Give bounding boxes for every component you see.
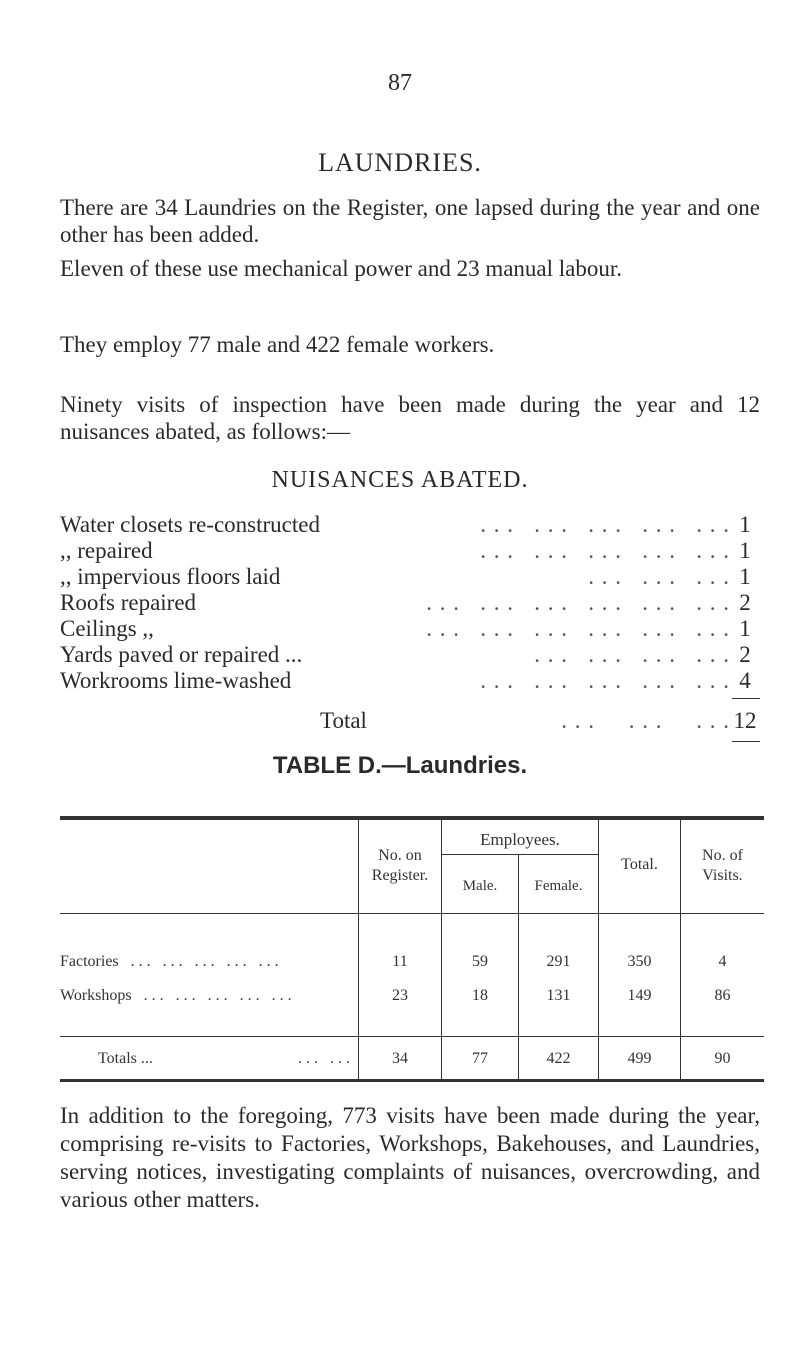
paragraph-workers: They employ 77 male and 422 female workers. [60, 332, 495, 357]
nuisance-row [60, 616, 760, 642]
dot-leader: . . . . . . . . . [588, 564, 730, 589]
nuisance-value: 4 [739, 668, 751, 693]
cell-female: 131 [546, 987, 571, 1004]
dot-leader: . . . . . . . . . [561, 708, 730, 733]
nuisance-label: Yards paved or repaired ... [60, 642, 308, 668]
dot-leader: . . . . . . . . . . . . . . . . . . [426, 616, 730, 641]
table-rule-bottom [60, 1079, 764, 1082]
nuisance-label: ,, impervious floors laid [60, 564, 286, 590]
total-rule-bottom [732, 741, 760, 742]
nuisance-label: ,, repaired [60, 538, 159, 564]
nuisance-row [60, 590, 760, 616]
row-label [60, 987, 350, 1005]
nuisance-value: 1 [739, 512, 751, 537]
nuisance-row [60, 564, 760, 590]
cell-male: 18 [472, 987, 488, 1004]
nuisance-value: 1 [739, 564, 751, 589]
page-number: 87 [388, 70, 412, 96]
table-vrule [441, 820, 442, 1079]
dot-leader: . . . . . . . . . . . . . . . [480, 538, 730, 563]
table-rule-body [60, 1036, 764, 1037]
header-visits [681, 846, 764, 886]
total-label: Total [320, 708, 367, 733]
header-register-line1: No. on [378, 847, 422, 864]
header-male: Male. [462, 878, 498, 894]
cell-male: 59 [472, 953, 488, 970]
row-label-text: Workshops [60, 987, 132, 1004]
cell-register: 11 [392, 953, 408, 970]
totals-total: 499 [627, 1050, 652, 1067]
closing-paragraph: In addition to the foregoing, 773 visits have been made during the year, comprising re-visits to Factories, Workshops, Bakehouses, and Laundries, serving notices, investigating complaints of nuisances, overcrowding, and various other matters. [60, 1103, 760, 1212]
table-rule-employees [442, 854, 598, 855]
nuisance-label: Water closets re-constructed [60, 512, 326, 538]
nuisance-row [60, 642, 760, 668]
dot-leader: . . . . . . . . . . . . . . . . . . [426, 590, 730, 615]
cell-visits: 4 [718, 953, 727, 970]
cell-total: 350 [627, 953, 652, 970]
header-visits-line2: Visits. [702, 867, 743, 884]
nuisance-value: 2 [739, 590, 751, 615]
total-rule-top [732, 698, 760, 699]
header-total: Total. [621, 856, 658, 873]
dot-leader: . . . . . . . . . . . . . . . [480, 512, 730, 537]
paragraph-power: Eleven of these use mechanical power and 23 manual labour. [60, 256, 623, 281]
nuisance-row [60, 512, 760, 538]
totals-female: 422 [546, 1050, 571, 1067]
totals-label: Totals ... [98, 1050, 153, 1067]
header-register [359, 846, 441, 886]
totals-register: 34 [392, 1050, 408, 1067]
total-value: 12 [733, 708, 757, 733]
row-label-text: Factories [60, 953, 119, 970]
paragraph-visits: Ninety visits of inspection have been made during the year and 12 nuisances abated, as follows:— [60, 392, 760, 444]
nuisance-row [60, 538, 760, 564]
nuisance-label: Ceilings ,, [60, 616, 160, 642]
cell-visits: 86 [714, 987, 731, 1004]
dot-leader: . . . . . . [298, 1050, 350, 1067]
dot-leader: . . . . . . . . . . . . [534, 642, 730, 667]
nuisances-total-row [60, 708, 760, 734]
totals-visits: 90 [714, 1050, 731, 1067]
header-register-line2: Register. [371, 867, 429, 884]
nuisances-heading: NUISANCES ABATED. [271, 467, 529, 493]
nuisance-value: 2 [739, 642, 751, 667]
totals-male: 77 [472, 1050, 488, 1067]
row-label [60, 953, 350, 971]
cell-female: 291 [546, 953, 571, 970]
paragraph-register: There are 34 Laundries on the Register, one lapsed during the year and one other has been added. [60, 195, 760, 247]
nuisance-label: Workrooms lime-washed [60, 668, 297, 694]
header-female: Female. [534, 878, 583, 894]
header-visits-line1: No. of [702, 847, 743, 864]
page-title: LAUNDRIES. [318, 148, 482, 177]
nuisance-value: 1 [739, 616, 751, 641]
table-title: TABLE D.—Laundries. [272, 752, 528, 779]
nuisance-row [60, 668, 760, 694]
header-employees: Employees. [480, 830, 560, 849]
nuisance-label: Roofs repaired [60, 590, 202, 616]
table-rule-header [60, 913, 764, 914]
dot-leader: . . . . . . . . . . . . . . . [122, 953, 279, 970]
dot-leader: . . . . . . . . . . . . . . . [135, 987, 292, 1004]
cell-total: 149 [627, 987, 652, 1004]
dot-leader: . . . . . . . . . . . . . . . [480, 668, 730, 693]
table-rule-top [60, 816, 764, 820]
cell-register: 23 [392, 987, 408, 1004]
nuisance-value: 1 [739, 538, 751, 563]
